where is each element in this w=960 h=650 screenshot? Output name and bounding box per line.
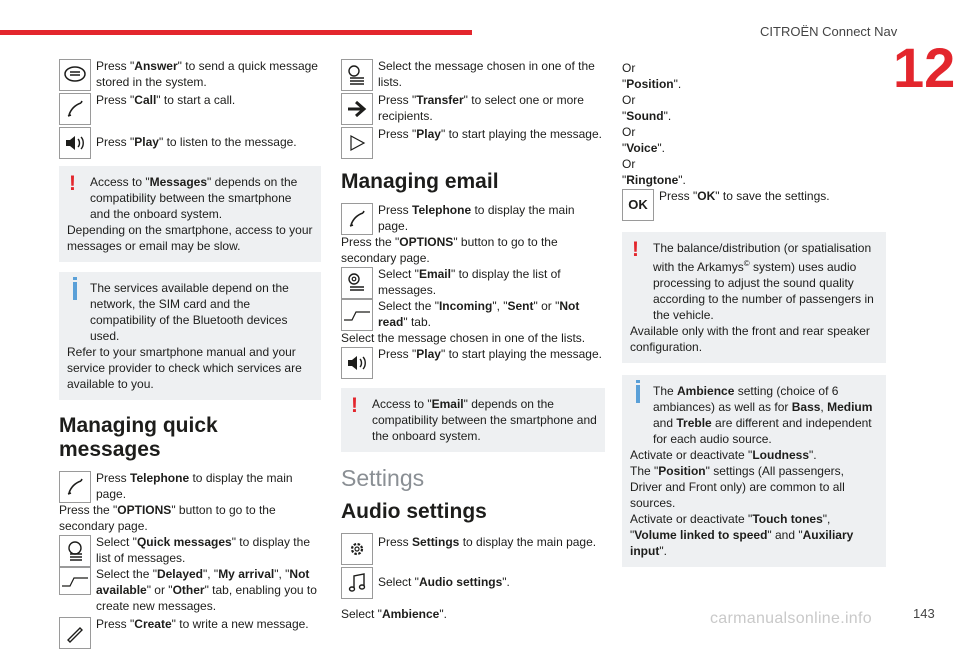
message-list-icon [341,59,373,91]
warning-box-email: ! Access to "Email" depends on the compatibility between the smartphone and the onboard system. [341,388,605,452]
speaker-icon [59,127,91,159]
page-number: 143 [913,606,935,621]
options-text: Press the "OPTIONS" button to go to the secondary page. [59,503,276,533]
column-1 [59,58,321,650]
step-settings: Press Settings to display the main page. [341,532,605,566]
warning-text: Depending on the smartphone, access to your messages or email may be slow. [67,223,313,253]
tab-icon [59,567,91,595]
option-voice: "Voice". [622,141,665,155]
select-message-text: Select the message chosen in one of the lists. [341,331,586,345]
message-lines-icon [59,59,91,91]
header-title: CITROËN Connect Nav [760,24,898,39]
warning-box-balance: ! The balance/distribution (or spatialisation with the Arkamys© system) uses audio processing to adjust the sound quality according to the number of passengers in the vehicle. Available only with the front and rear speaker configuration. [622,232,886,363]
step-play-email: Press "Play" to start playing the message. [341,346,605,380]
warning-text: Available only with the front and rear speaker configuration. [630,324,870,354]
column-3 [622,60,886,577]
or-label: Or [622,125,636,139]
warning-icon: ! [632,238,639,261]
chapter-number: 12 [893,36,956,99]
column-2 [341,58,605,622]
email-at-icon [341,267,373,299]
option-ringtone: "Ringtone". [622,173,686,187]
or-label: Or [622,61,636,75]
step-tabs: Select the "Delayed", "My arrival", "Not available" or "Other" tab, enabling you to create new messages. [59,566,321,614]
step-telephone: Press Telephone to display the main page. [59,470,321,502]
step-answer: Press "Answer" to send a quick message stored in the system. [59,58,321,92]
warning-icon: ! [351,394,358,417]
step-audio-settings: Select "Audio settings". [341,566,605,600]
info-box-services [59,272,321,400]
tab-icon [341,299,373,331]
info-box-ambience: The Ambience setting (choice of 6 ambiances) as well as for Bass, Medium and Treble are different and independent for each audio source. Activate or deactivate "Loudness". The "Position" settings (All passengers, Driver and Front only) are common to all sources. Activate or deactivate "Touch tones", "Volume linked to speed" and "Auxiliary input". [622,375,886,567]
music-note-icon [341,567,373,599]
option-sound: "Sound". [622,109,672,123]
watermark: carmanualsonline.info [710,610,872,627]
section-heading-email: Managing email [341,170,499,193]
section-heading-quick-messages: Managing quick messages [59,414,218,461]
step-play-message: Press "Play" to start playing the message. [341,126,605,160]
ok-button-icon: OK [622,189,654,221]
warning-box-messages: ! Access to "Messages" depends on the compatibility between the smartphone and the onboard system. Depending on the smartphone, access to your messages or email may be slow. [59,166,321,262]
header-accent-bar [0,30,472,35]
step-transfer: Press "Transfer" to select one or more recipients. [341,92,605,126]
step-quick-messages: Select "Quick messages" to display the list of messages. [59,534,321,566]
or-label: Or [622,93,636,107]
info-icon [636,385,640,403]
step-telephone-email: Press Telephone to display the main page. [341,202,605,234]
step-select-message: Select the message chosen in one of the lists. [341,58,605,92]
ambience-text: Select "Ambience". [341,607,447,621]
pencil-icon [59,617,91,649]
gear-icon [341,533,373,565]
phone-icon [59,93,91,125]
section-heading-audio: Audio settings [341,500,487,523]
step-ok: OK Press "OK" to save the settings. [622,188,886,222]
speaker-icon [341,347,373,379]
phone-icon [59,471,91,503]
step-create: Press "Create" to write a new message. [59,616,321,650]
message-list-icon [59,535,91,567]
warning-icon: ! [69,172,76,195]
step-call: Press "Call" to start a call. [59,92,321,126]
step-email: Select "Email" to display the list of messages. [341,266,605,298]
option-position: "Position". [622,77,682,91]
info-text-2: Refer to your smartphone manual and your service provider to check which services are available to you. [67,345,302,391]
transfer-arrow-icon [341,93,373,125]
phone-icon [341,203,373,235]
step-play: Press "Play" to listen to the message. [59,126,321,160]
step-email-tabs: Select the "Incoming", "Sent" or "Not read" tab. [341,298,605,330]
settings-title: Settings [341,465,425,491]
options-text-email: Press the "OPTIONS" button to go to the secondary page. [341,235,558,265]
play-icon [341,127,373,159]
info-text: The services available depend on the network, the SIM card and the compatibility of the Bluetooth devices used. [90,281,289,343]
or-label: Or [622,157,636,171]
info-icon [73,282,77,300]
